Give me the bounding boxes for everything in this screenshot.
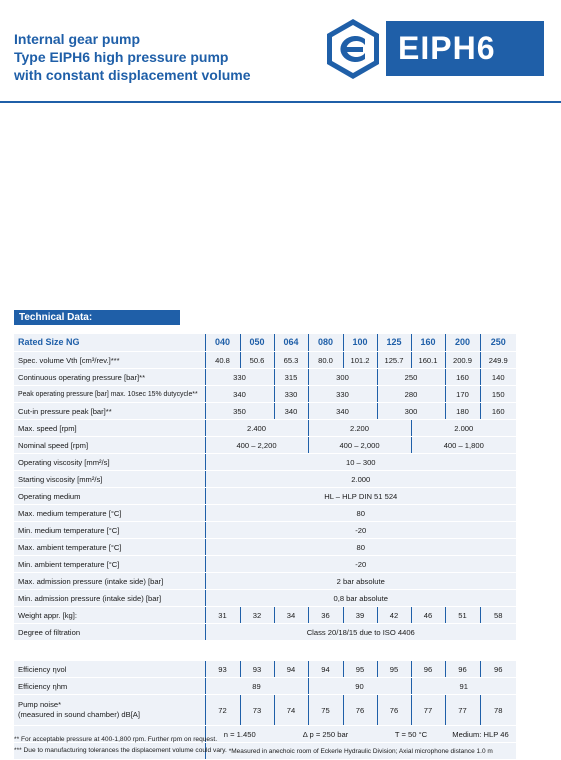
value-cell: 150 <box>480 386 516 403</box>
value-cell: 95 <box>343 661 377 678</box>
table-row <box>14 678 516 695</box>
title-line-1: Internal gear pump <box>14 31 141 47</box>
size-cell: 250 <box>480 334 516 352</box>
value-cell: 0,8 bar absolute <box>205 590 516 607</box>
value-cell: 160 <box>480 403 516 420</box>
value-cell: -20 <box>205 522 516 539</box>
table-row <box>14 661 516 678</box>
table-row <box>14 522 516 539</box>
condition-temperature: T = 50 °C <box>377 726 445 743</box>
row-label: Min. medium temperature [°C] <box>14 522 205 539</box>
row-label: Operating viscosity [mm²/s] <box>14 454 205 471</box>
logo-text: EIPH6 <box>398 30 496 66</box>
row-label: Continuous operating pressure [bar]** <box>14 369 205 386</box>
document-title <box>14 30 314 84</box>
header-rule <box>0 101 561 103</box>
value-cell: 36 <box>308 607 343 624</box>
table-row <box>14 420 516 437</box>
value-cell: 80 <box>205 539 516 556</box>
value-cell: 280 <box>377 386 445 403</box>
value-cell: 400 – 1,800 <box>411 437 516 454</box>
title-line-2: Type EIPH6 high pressure pump <box>14 49 229 65</box>
value-cell: 140 <box>480 369 516 386</box>
value-cell: 340 <box>205 386 274 403</box>
table-row <box>14 488 516 505</box>
value-cell: 330 <box>205 369 274 386</box>
value-cell: Class 20/18/15 due to ISO 4406 <box>205 624 516 641</box>
row-label: Max. ambient temperature [°C] <box>14 539 205 556</box>
value-cell: 2 bar absolute <box>205 573 516 590</box>
value-cell: 77 <box>445 695 480 726</box>
size-cell: 100 <box>343 334 377 352</box>
value-cell: 2.400 <box>205 420 308 437</box>
value-cell: 400 – 2,200 <box>205 437 308 454</box>
table-row <box>14 556 516 573</box>
value-cell: 80 <box>205 505 516 522</box>
value-cell: 330 <box>308 386 377 403</box>
value-cell: 315 <box>274 369 308 386</box>
value-cell: 300 <box>308 369 377 386</box>
value-cell: 72 <box>205 695 240 726</box>
value-cell: 93 <box>205 661 240 678</box>
value-cell: 249.9 <box>480 352 516 369</box>
value-cell: 125.7 <box>377 352 411 369</box>
table-row <box>14 505 516 522</box>
value-cell: 96 <box>445 661 480 678</box>
size-cell: 160 <box>411 334 445 352</box>
row-label: Efficiency ηhm <box>14 678 205 695</box>
value-cell: 91 <box>411 678 516 695</box>
value-cell: 77 <box>411 695 445 726</box>
value-cell: 39 <box>343 607 377 624</box>
condition-medium: Medium: HLP 46 <box>445 726 516 743</box>
value-cell: 340 <box>308 403 377 420</box>
brand-emblem-icon <box>321 17 385 81</box>
value-cell: 95 <box>377 661 411 678</box>
table-row <box>14 334 516 352</box>
value-cell: 90 <box>308 678 411 695</box>
row-label: Cut-in pressure peak [bar]** <box>14 403 205 420</box>
value-cell: 31 <box>205 607 240 624</box>
condition-pressure: Δ p = 250 bar <box>274 726 377 743</box>
footnote: *** Due to manufacturing tolerances the displacement volume could vary. <box>14 747 227 754</box>
technical-data-heading: Technical Data: <box>14 310 180 325</box>
value-cell: 300 <box>377 403 445 420</box>
value-cell: 160.1 <box>411 352 445 369</box>
value-cell: 89 <box>205 678 308 695</box>
value-cell: 40.8 <box>205 352 240 369</box>
value-cell: 32 <box>240 607 274 624</box>
row-label: Degree of filtration <box>14 624 205 641</box>
value-cell: 2.200 <box>308 420 411 437</box>
value-cell: HL – HLP DIN 51 524 <box>205 488 516 505</box>
table-row <box>14 352 516 369</box>
row-label: Min. admission pressure (intake side) [bar] <box>14 590 205 607</box>
footnotes <box>14 734 227 756</box>
size-cell: 080 <box>308 334 343 352</box>
value-cell: 340 <box>274 403 308 420</box>
value-cell: 65.3 <box>274 352 308 369</box>
row-label: Min. ambient temperature [°C] <box>14 556 205 573</box>
table-row <box>14 437 516 454</box>
size-cell: 040 <box>205 334 240 352</box>
table-row <box>14 624 516 641</box>
size-cell: 200 <box>445 334 480 352</box>
value-cell: 93 <box>240 661 274 678</box>
size-cell: 050 <box>240 334 274 352</box>
value-cell: 180 <box>445 403 480 420</box>
size-cell: 064 <box>274 334 308 352</box>
value-cell: 96 <box>411 661 445 678</box>
measurement-note: *Measured in anechoic room of Eckerle Hydraulic Division; Axial microphone distance 1.0 m <box>205 743 516 760</box>
table-row <box>14 471 516 488</box>
value-cell: 96 <box>480 661 516 678</box>
value-cell: 80.0 <box>308 352 343 369</box>
value-cell: 46 <box>411 607 445 624</box>
table-row <box>14 539 516 556</box>
row-label: Starting viscosity [mm²/s] <box>14 471 205 488</box>
noise-label-line-1: Pump noise* <box>18 700 62 709</box>
table-row <box>14 590 516 607</box>
size-cell: 125 <box>377 334 411 352</box>
row-label <box>14 695 205 726</box>
value-cell: 350 <box>205 403 274 420</box>
table-row <box>14 454 516 471</box>
value-cell: 400 – 2,000 <box>308 437 411 454</box>
value-cell: 76 <box>343 695 377 726</box>
value-cell: 51 <box>445 607 480 624</box>
value-cell: 34 <box>274 607 308 624</box>
row-label: Max. speed [rpm] <box>14 420 205 437</box>
value-cell: 2.000 <box>205 471 516 488</box>
noise-label-line-2: (measured in sound chamber) dB[A] <box>18 710 140 719</box>
table-row <box>14 607 516 624</box>
table-row <box>14 369 516 386</box>
value-cell: 75 <box>308 695 343 726</box>
table-gap <box>14 641 516 662</box>
row-label: Max. medium temperature [°C] <box>14 505 205 522</box>
value-cell: 50.6 <box>240 352 274 369</box>
value-cell: 160 <box>445 369 480 386</box>
value-cell: 2.000 <box>411 420 516 437</box>
row-label: Operating medium <box>14 488 205 505</box>
table-row <box>14 573 516 590</box>
table-row <box>14 386 516 403</box>
value-cell: 101.2 <box>343 352 377 369</box>
row-label: Peak operating pressure [bar] max. 10sec 15% dutycycle** <box>14 386 205 403</box>
footnote: ** For acceptable pressure at 400-1,800 rpm. Further rpm on request. <box>14 736 218 743</box>
title-line-3: with constant displacement volume <box>14 67 251 83</box>
value-cell: 78 <box>480 695 516 726</box>
row-label: Max. admission pressure (intake side) [bar] <box>14 573 205 590</box>
row-label: Efficiency ηvol <box>14 661 205 678</box>
value-cell: 200.9 <box>445 352 480 369</box>
value-cell: 10 – 300 <box>205 454 516 471</box>
row-label: Spec. volume Vth [cm³/rev.]*** <box>14 352 205 369</box>
value-cell: 74 <box>274 695 308 726</box>
value-cell: 76 <box>377 695 411 726</box>
value-cell: 94 <box>308 661 343 678</box>
table-row <box>14 695 516 726</box>
value-cell: 94 <box>274 661 308 678</box>
row-label: Weight appr. [kg]: <box>14 607 205 624</box>
condition-speed: n = 1.450 <box>205 726 274 743</box>
value-cell: 330 <box>274 386 308 403</box>
value-cell: 42 <box>377 607 411 624</box>
value-cell: 73 <box>240 695 274 726</box>
value-cell: 170 <box>445 386 480 403</box>
technical-data-table <box>14 334 516 760</box>
value-cell: 58 <box>480 607 516 624</box>
row-label: Nominal speed [rpm] <box>14 437 205 454</box>
value-cell: -20 <box>205 556 516 573</box>
rated-size-label: Rated Size NG <box>14 334 205 352</box>
value-cell: 250 <box>377 369 445 386</box>
table-row <box>14 403 516 420</box>
